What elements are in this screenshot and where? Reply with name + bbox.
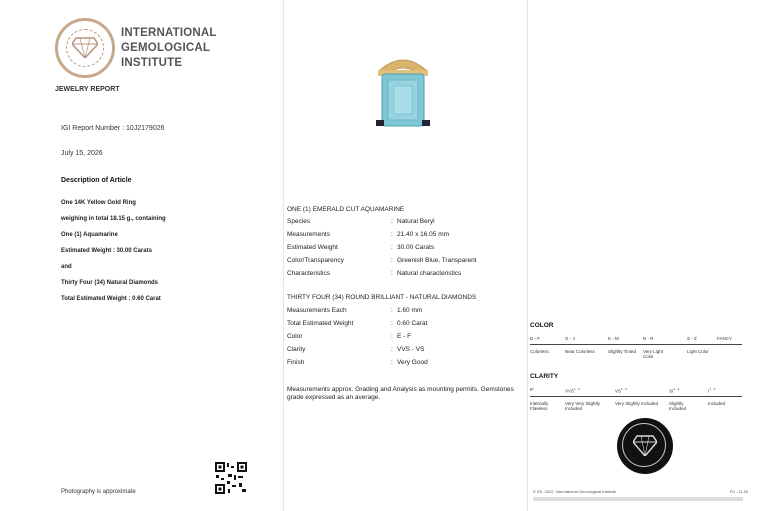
diamond-icon [72,36,98,58]
ring-photo [370,52,436,134]
color-scale-heading: COLOR [530,322,554,329]
article-description [61,199,166,311]
org-name: INTERNATIONAL GEMOLOGICAL INSTITUTE [121,27,217,69]
clarity-desc: Internally Flawless [530,401,549,411]
clarity-grade: VVS$^{1 - 2}$ [565,387,581,394]
report-number: IGI Report Number : 10J2179026 [61,125,165,132]
color-desc: Light Color [687,349,709,354]
copyright: © IGI, 2022, International Gemological Institute [533,489,617,494]
igi-seal [617,418,673,474]
color-grade: G - J [565,336,575,341]
article-line: weighing in total 18.15 g., containing [61,216,166,222]
color-desc: Near Colorless [565,349,595,354]
color-grade: S - Z [687,336,697,341]
article-line: Thirty Four (34) Natural Diamonds [61,280,159,286]
grading-note: Measurements approx. Grading and Analysis as mounting permits. Gemstones grade expressed as an average. [287,386,514,401]
article-line: Estimated Weight : 30.00 Carats [61,248,152,254]
diamond-icon [633,434,657,456]
diamonds-title: THIRTY FOUR (34) ROUND BRILLIANT - NATURAL DIAMONDS [287,294,477,301]
report-date: July 15, 2026 [61,150,103,157]
clarity-desc: Very Very Slightly Included [565,401,601,411]
description-heading: Description of Article [61,177,132,184]
panel-divider [283,0,284,511]
main-stone-title: ONE (1) EMERALD CUT AQUAMARINE [287,206,405,213]
form-code: RJ - 11.25 [730,489,749,494]
article-line: Total Estimated Weight : 0.60 Carat [61,296,161,302]
clarity-grade: $I^{1 - 3}$ [708,387,716,394]
photo-disclaimer: Photography is approximate [61,489,136,495]
color-desc: Very Light Color [643,349,664,359]
color-grade: N - R [643,336,654,341]
article-line: and [61,264,72,270]
clarity-desc: Slightly Included [669,401,687,411]
article-line: One 14K Yellow Gold Ring [61,200,136,206]
color-grade: D - F [530,336,540,341]
clarity-scale-heading: CLARITY [530,373,559,380]
clarity-grade: IF [530,387,534,392]
clarity-scale-rule [530,396,742,397]
clarity-grade: SI$^{1 - 2}$ [669,387,680,394]
clarity-desc: Included [708,401,726,406]
color-scale-rule [530,344,742,345]
clarity-grade: VS$^{1 - 2}$ [615,387,628,394]
article-line: One (1) Aquamarine [61,232,118,238]
color-grade: K - M [608,336,619,341]
color-desc: Slightly Tinted [608,349,637,354]
panel-divider [527,0,528,511]
qr-code-icon[interactable] [214,461,248,495]
footer-bar [533,497,743,501]
color-grade: FANCY [717,336,733,341]
igi-logo-seal [55,18,115,78]
clarity-desc: Very Slightly Included [615,401,659,406]
color-desc: Colorless [530,349,549,354]
report-type: JEWELRY REPORT [55,86,120,93]
